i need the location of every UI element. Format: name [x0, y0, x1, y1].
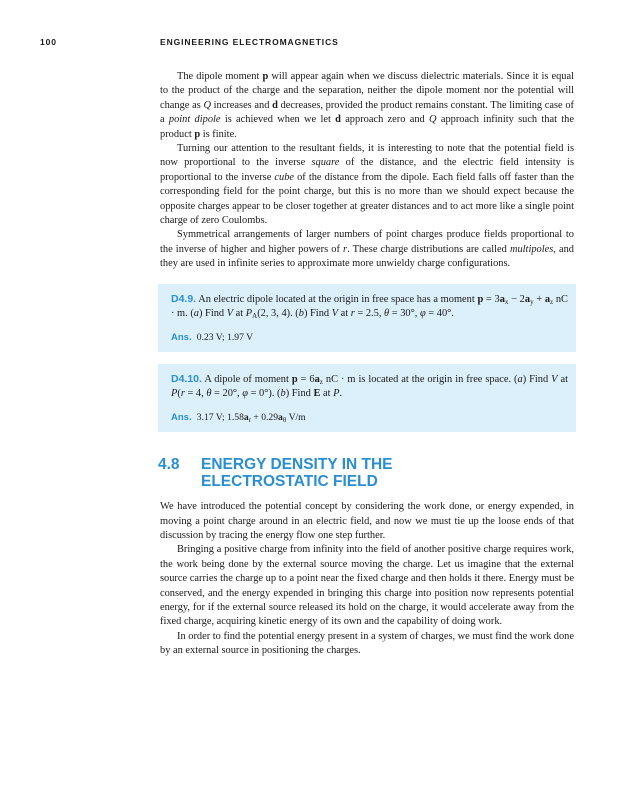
- text-run: is finite.: [200, 128, 237, 140]
- text-run: In order to find the potential energy present in a system of charges, we must find the work done by an external source in positioning the charges.: [160, 630, 574, 657]
- text-run: P: [245, 308, 253, 320]
- text-run: V: [331, 308, 339, 320]
- text-run: multipoles: [509, 243, 554, 255]
- section-title-line-2: ELECTROSTATIC FIELD: [201, 473, 378, 491]
- running-header: [40, 37, 580, 51]
- text-run: p: [477, 293, 484, 305]
- text-run: Q: [203, 99, 211, 111]
- text-run: E: [313, 388, 321, 400]
- text-run: ) Find: [303, 308, 332, 320]
- text-run: r: [343, 243, 348, 255]
- text-run: Bringing a positive charge from infinity into the field of another positive charge requires work, the work being done by the external source moving the charge. Let us imagine that the external source carries the charge up to a point near the fixed charge and then holds it there. Energy must be conserved, and the energy expended in bringing this charge into position now represents potential energy, for if the external source released its hold on the charge, it would accelerate away from the fixed charge, acquiring kinetic energy of its own and the capability of doing work.: [160, 544, 574, 628]
- text-run: approach zero and: [340, 114, 430, 126]
- text-run: .: [339, 388, 343, 400]
- section-number: 4.8: [158, 456, 180, 474]
- text-run: of the distance from the dipole. Each field falls off faster than the corresponding field for the point charge, but this is no more than we should expect because the opposite charges appear to be closer together at greater distances and to act more like a single point charge of zero Coulombs.: [160, 171, 574, 227]
- text-run: of the distance, and the electric field intensity is proportional to the inverse: [160, 157, 574, 183]
- text-run: θ: [282, 415, 287, 424]
- answer-label: Ans.: [171, 411, 192, 423]
- answer-value: [197, 412, 306, 423]
- text-run: The dipole moment: [177, 71, 263, 82]
- text-run: y: [530, 297, 534, 306]
- text-run: . These charge distributions are called: [347, 243, 510, 255]
- text-run: a: [278, 411, 283, 423]
- text-run: , and they are used in infinite series to approximate more unwieldy charge configurations.: [160, 243, 574, 270]
- drill-problem-box: [158, 364, 576, 432]
- answer-value: [197, 332, 253, 343]
- text-run: nC · m is located at the origin in free space. (: [322, 373, 518, 385]
- text-run: = 2.5,: [354, 308, 385, 320]
- paragraph: [160, 543, 574, 629]
- drill-problem-box: [158, 284, 576, 352]
- text-run: (: [177, 388, 181, 400]
- text-run: V/m: [286, 411, 306, 423]
- text-run: 0.23 V; 1.97 V: [196, 331, 254, 343]
- text-run: b: [298, 308, 304, 320]
- text-run: r: [180, 388, 185, 400]
- text-run: = 20°,: [211, 388, 243, 400]
- text-run: = 6: [297, 373, 315, 385]
- page-number: 100: [40, 37, 57, 47]
- text-run: a: [517, 373, 523, 385]
- text-run: at: [338, 308, 351, 320]
- text-run: p: [291, 373, 298, 385]
- text-run: +: [533, 293, 545, 305]
- drill-answer: [171, 331, 568, 345]
- text-run: = 0°). (: [247, 388, 281, 400]
- text-run: point dipole: [168, 114, 221, 126]
- text-run: p: [194, 128, 201, 140]
- drill-problem-statement: [171, 292, 568, 322]
- text-run: at: [557, 373, 568, 385]
- text-run: cube: [274, 171, 295, 183]
- text-run: (2, 3, 4). (: [257, 308, 299, 320]
- text-run: at: [233, 308, 246, 320]
- text-run: A: [252, 312, 258, 321]
- text-run: at: [320, 388, 334, 400]
- text-run: z: [550, 297, 554, 306]
- paragraph: [160, 630, 574, 659]
- text-run: approach infinity such that the product: [160, 114, 574, 140]
- text-run: φ: [242, 388, 248, 400]
- drill-problem-statement: [171, 372, 568, 402]
- text-run: An electric dipole located at the origin in free space has a moment: [196, 293, 478, 305]
- text-run: will appear again when we discuss dielectric materials. Since it is equal to the product of the charge and the separation, neither the dipole moment nor the potential will change as: [160, 71, 574, 111]
- paragraph: [160, 142, 574, 228]
- paragraph: [160, 228, 574, 271]
- drill-answer: [171, 411, 568, 425]
- text-run: = 30°,: [389, 308, 420, 320]
- text-run: Symmetrical arrangements of larger numbers of point charges produce fields proportional to the inverse of higher and higher powers of: [160, 229, 574, 255]
- section-title-line-1: ENERGY DENSITY IN THE: [201, 456, 393, 474]
- top-paragraphs: [160, 70, 574, 272]
- text-run: b: [280, 388, 286, 400]
- text-run: r: [248, 415, 252, 424]
- text-run: V: [551, 373, 558, 385]
- text-run: = 3: [483, 293, 500, 305]
- text-run: decreases, provided the product remains constant. The limiting case of a: [160, 99, 575, 126]
- paragraph: [160, 500, 574, 543]
- text-run: ) Find: [199, 308, 227, 320]
- text-run: a: [544, 293, 551, 305]
- text-run: We have introduced the potential concept by considering the work done, or energy expended, in moving a point charge around in an electric field, and now we must tie up the loose ends of that discussion by tracing the energy flow one step further.: [160, 501, 574, 541]
- text-run: + 0.29: [251, 411, 279, 423]
- text-run: p: [262, 71, 269, 82]
- drill-problem-label: D4.9.: [171, 292, 197, 305]
- drill-problem-label: D4.10.: [171, 372, 202, 385]
- text-run: z: [319, 377, 323, 386]
- text-run: Turning our attention to the resultant fields, it is interesting to note that the potential field is now proportional to the inverse: [160, 143, 574, 169]
- text-run: = 40°.: [425, 308, 454, 320]
- text-run: V: [226, 308, 234, 320]
- text-run: a: [314, 373, 320, 385]
- text-run: is achieved when we let: [220, 114, 336, 126]
- text-run: − 2: [508, 293, 525, 305]
- text-run: θ: [206, 388, 212, 400]
- text-run: ) Find: [285, 388, 314, 400]
- text-run: square: [311, 157, 340, 169]
- section-heading: [158, 456, 574, 490]
- text-run: r: [350, 308, 355, 320]
- text-run: = 4,: [184, 388, 207, 400]
- paragraph: [160, 70, 574, 142]
- text-run: nC · m. (: [171, 293, 568, 320]
- text-run: a: [524, 293, 531, 305]
- text-run: 3.17 V; 1.58: [196, 411, 244, 423]
- text-run: Q: [429, 114, 437, 126]
- text-run: P: [333, 388, 340, 400]
- text-run: A dipole of moment: [201, 373, 292, 385]
- text-run: a: [499, 293, 505, 305]
- text-run: d: [335, 114, 341, 126]
- drill-problems: [160, 284, 574, 432]
- text-run: θ: [384, 308, 390, 320]
- text-run: a: [243, 411, 249, 423]
- bottom-paragraphs: [160, 500, 574, 658]
- page-body: [160, 70, 574, 659]
- text-run: P: [171, 388, 178, 400]
- running-title: ENGINEERING ELECTROMAGNETICS: [160, 37, 339, 47]
- text-run: a: [193, 308, 199, 320]
- text-run: x: [504, 297, 509, 306]
- answer-label: Ans.: [171, 331, 192, 343]
- text-run: increases and: [210, 99, 273, 111]
- text-run: ) Find: [522, 373, 552, 385]
- text-run: d: [272, 99, 278, 111]
- text-run: φ: [419, 308, 426, 320]
